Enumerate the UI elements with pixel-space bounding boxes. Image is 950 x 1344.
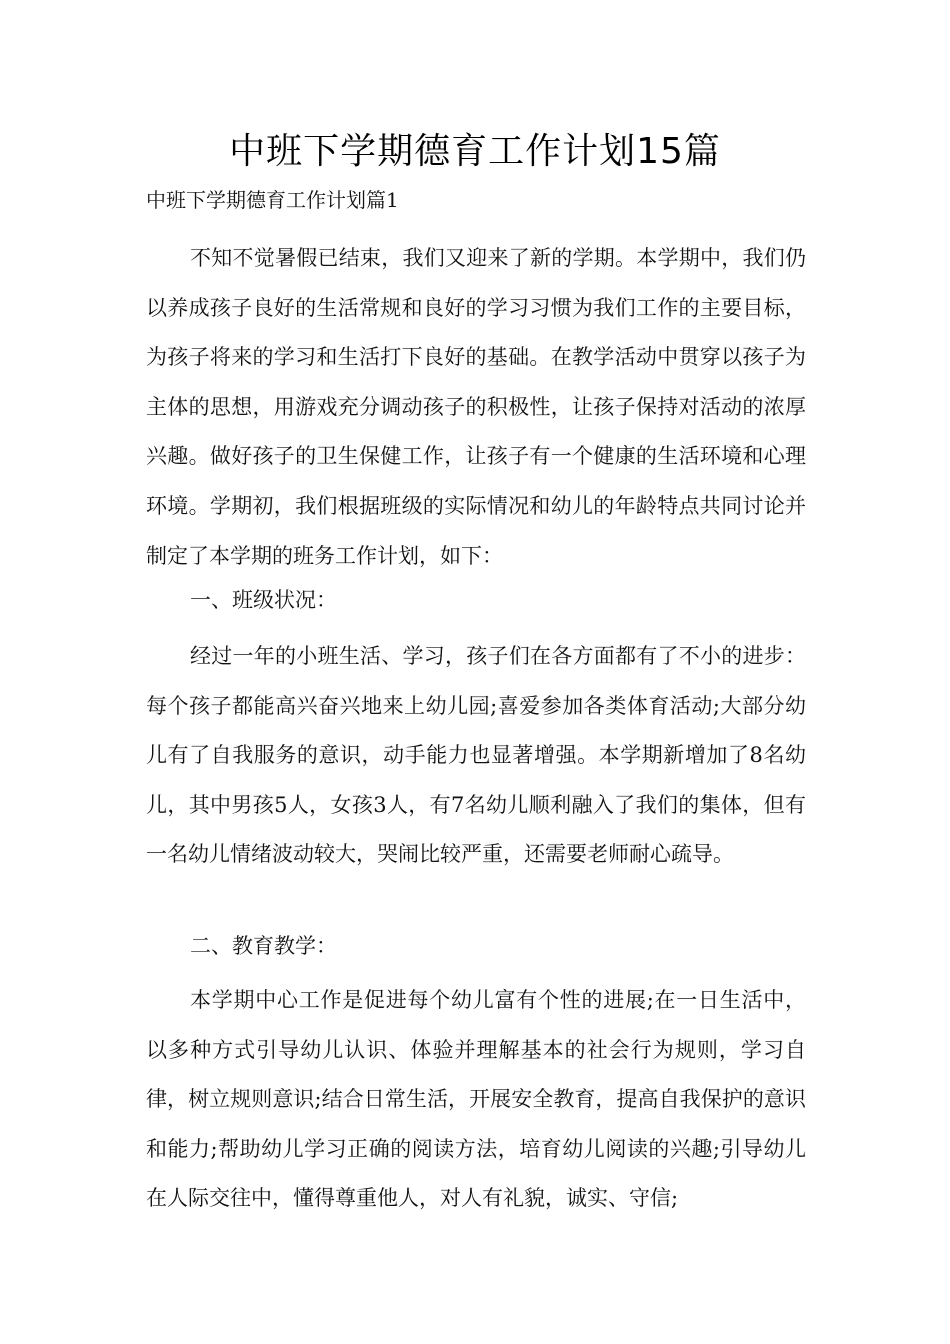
paragraph-class-status: 经过一年的小班生活、学习，孩子们在各方面都有了不小的进步：每个孩子都能高兴奋兴地来上幼儿园;喜爱参加各类体育活动;大部分幼儿有了自我服务的意识，动手能力也显著增强。本学期新增加了8名幼儿，其中男孩5人，女孩3人，有7名幼儿顺利融入了我们的集体，但有一名幼儿情绪波动较大，哭闹比较严重，还需要老师耐心疏导。 [146, 644, 806, 867]
section-subtitle: 中班下学期德育工作计划篇1 [146, 188, 399, 212]
section-heading-class-status: 一、班级状况： [190, 588, 337, 612]
paragraph-education: 本学期中心工作是促进每个幼儿富有个性的进展;在一日生活中，以多种方式引导幼儿认识、体验并理解基本的社会行为规则，学习自律，树立规则意识;结合日常生活，开展安全教育，提高自我保护的意识和能力;帮助幼儿学习正确的阅读方法，培育幼儿阅读的兴趣;引导幼儿在人际交往中，懂得尊重他人，对人有礼貌，诚实、守信; [146, 988, 806, 1211]
paragraph-intro: 不知不觉暑假已结束，我们又迎来了新的学期。本学期中，我们仍以养成孩子良好的生活常规和良好的学习习惯为我们工作的主要目标，为孩子将来的学习和生活打下良好的基础。在教学活动中贯穿以孩子为主体的思想，用游戏充分调动孩子的积极性，让孩子保持对活动的浓厚兴趣。做好孩子的卫生保健工作，让孩子有一个健康的生活环境和心理环境。学期初，我们根据班级的实际情况和幼儿的年龄特点共同讨论并制定了本学期的班务工作计划，如下： [146, 246, 806, 568]
section-heading-education: 二、教育教学： [190, 934, 337, 958]
document-title: 中班下学期德育工作计划15篇 [229, 131, 721, 172]
